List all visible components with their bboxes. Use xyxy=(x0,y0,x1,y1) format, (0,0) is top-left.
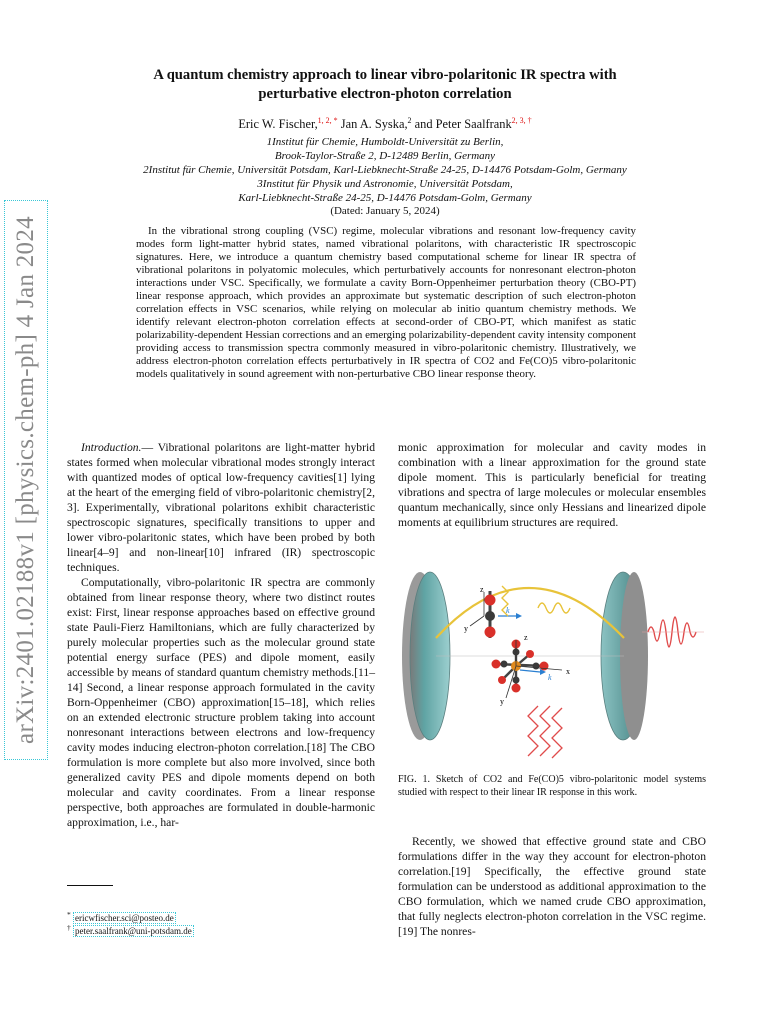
fe-co5-molecule xyxy=(492,633,571,706)
author-2-affil: 2 xyxy=(407,116,412,125)
author-2: Jan A. Syska, xyxy=(337,117,408,132)
co2-z-label: z xyxy=(480,585,484,594)
ir-wavelet-yellow-2 xyxy=(538,603,570,613)
email-link-fischer[interactable]: ericwfischer.sci@posteo.de xyxy=(75,913,174,923)
feco5-y-label: y xyxy=(500,697,504,706)
figure-1 xyxy=(398,556,708,766)
ir-pulse-incoming xyxy=(528,706,562,758)
footnote-2-mark: † xyxy=(67,923,71,932)
co2-k-label: k xyxy=(506,606,510,615)
author-1: Eric W. Fischer, xyxy=(238,117,318,132)
title-line-2: perturbative electron-photon correlation xyxy=(258,86,512,102)
intro-paragraph-1: — Vibrational polaritons are light-matter hybrid states formed when molecular vibrational modes strongly interact with quantized modes of optical low-frequency cavities[1] lying at the heart of the emerging field of vibro-polaritonic chemistry[2, 3]. Experimentally, vibrational polaritons exhibit characteristic spectroscopic signatures, specifically transitions to upper and lower vibro-polaritonic states, which have been probed by both linear[4–9] and non-linear[10] infrared (IR) spectroscopic techniques. xyxy=(67,441,375,574)
affiliation-line: Brook-Taylor-Straße 2, D-12489 Berlin, Germany xyxy=(274,149,496,162)
co2-molecule xyxy=(464,585,522,638)
author-3-affil[interactable]: 2, 3, † xyxy=(511,116,532,125)
paper-title xyxy=(90,66,680,104)
affiliation-line: 2Institut für Chemie, Universität Potsdam, Karl-Liebknecht-Straße 24-25, D-14476 Potsdam-Golm, Germany xyxy=(143,163,627,176)
date-line: (Dated: January 5, 2024) xyxy=(330,205,440,217)
arxiv-stamp-text: arXiv:2401.02188v1 [physics.chem-ph] 4 Jan 2024 xyxy=(12,216,39,744)
co2-y-label: y xyxy=(464,624,468,633)
feco5-x-label: x xyxy=(566,667,570,676)
column-left xyxy=(67,440,375,830)
author-3: and Peter Saalfrank xyxy=(411,117,512,132)
figure-1-caption: FIG. 1. Sketch of CO2 and Fe(CO)5 vibro-polaritonic model systems studied with respect to their linear IR response in this work. xyxy=(398,774,706,798)
footnote-2 xyxy=(67,922,194,937)
affiliation-line: Karl-Liebknecht-Straße 24-25, D-14476 Potsdam-Golm, Germany xyxy=(238,191,532,204)
intro-paragraph-2: Computationally, vibro-polaritonic IR spectra are commonly obtained from linear response theory, where two distinct routes exist: First, linear response approaches based on effective ground state Pauli-Fierz Hamiltonians, which are fully characterized by purely molecular properties such as the molecular ground state potential energy surface (PES) and dipole moment, easily accessible by means of standard quantum chemistry methods.[11–14] Second, a linear response approach formulated in the cavity Born-Oppenheimer (CBO) approximation[15–18], which relies on an extended electronic structure problem taking into account nonresonant interactions between electrons and low-frequency cavity modes inducing electron-photon correlation.[18] The CBO formulation is more complete but also more involved, since both generalized cavity PES and dipole moments depend on both molecular and cavity coordinates. From a linear response perspective, both approaches are formulated in double-harmonic approximation, i.e., har- xyxy=(67,576,375,829)
footnote-rule xyxy=(67,885,113,886)
affiliations xyxy=(90,136,680,206)
author-list xyxy=(90,116,680,132)
affiliation-line: 1Institut für Chemie, Humboldt-Universität zu Berlin, xyxy=(266,136,504,148)
column-right-bottom: Recently, we showed that effective ground state and CBO formulations differ in the way they account for electron-photon correlation.[19] Specifically, the effective ground state formulation can be understood as additional approximation to the CBO formulation, which we named crude CBO approximation, that fully neglects electron-photon correlation in the VSC regime.[19] The nonres- xyxy=(398,835,706,938)
affiliation-line: 3Institut für Physik und Astronomie, Universität Potsdam, xyxy=(257,177,513,190)
abstract: In the vibrational strong coupling (VSC) regime, molecular vibrations and resonant low-frequency cavity modes form light-matter hybrid states, named vibrational polaritons, with characteristic IR spectroscopic signatures. Here, we introduce a quantum chemistry based computational scheme for linear IR spectra of vibrational polaritons in polyatomic molecules, which perturbatively accounts for nonresonant electron-photon interactions under VSC. Specifically, we formulate a cavity Born-Oppenheimer perturbation theory (CBO-PT) linear response approach, which provides an approximate but systematic description of such electron-photon correlation effects in VSC scenarios, while relying on molecular ab initio quantum chemistry methods. We identify relevant electron-photon correlation effects at second-order of CBO-PT, which manifest as static polarizability-dependent Hessian corrections and an emerging polarizability-dependent cavity intensity component providing access to transmission spectra commonly measured in vibro-polaritonic chemistry. Illustratively, we address electron-photon correlation effects perturbatively in IR spectra of CO2 and Fe(CO)5 vibro-polaritonic models qualitatively in sound agreement with non-perturbative CBO linear response theory. xyxy=(136,225,636,380)
column-right-top: monic approximation for molecular and cavity modes in combination with a linear approximation for the ground state dipole moment. This is particularly beneficial for treating vibrations and spectra of large molecules or molecular ensembles quantum mechanically, since only Hessians and linearized dipole moments at equilibrium structures are required. xyxy=(398,441,706,529)
author-1-affil[interactable]: 1, 2, * xyxy=(317,116,338,125)
arxiv-stamp[interactable] xyxy=(4,200,48,760)
title-line-1: A quantum chemistry approach to linear vibro-polaritonic IR spectra with xyxy=(153,67,617,83)
footnote-1-mark: * xyxy=(67,910,71,919)
feco5-z-label: z xyxy=(524,633,528,642)
intro-heading: Introduction. xyxy=(81,441,142,454)
feco5-k-label: k xyxy=(548,673,552,682)
figure-1-sketch xyxy=(398,556,708,766)
email-link-saalfrank[interactable]: peter.saalfrank@uni-potsdam.de xyxy=(75,926,192,936)
